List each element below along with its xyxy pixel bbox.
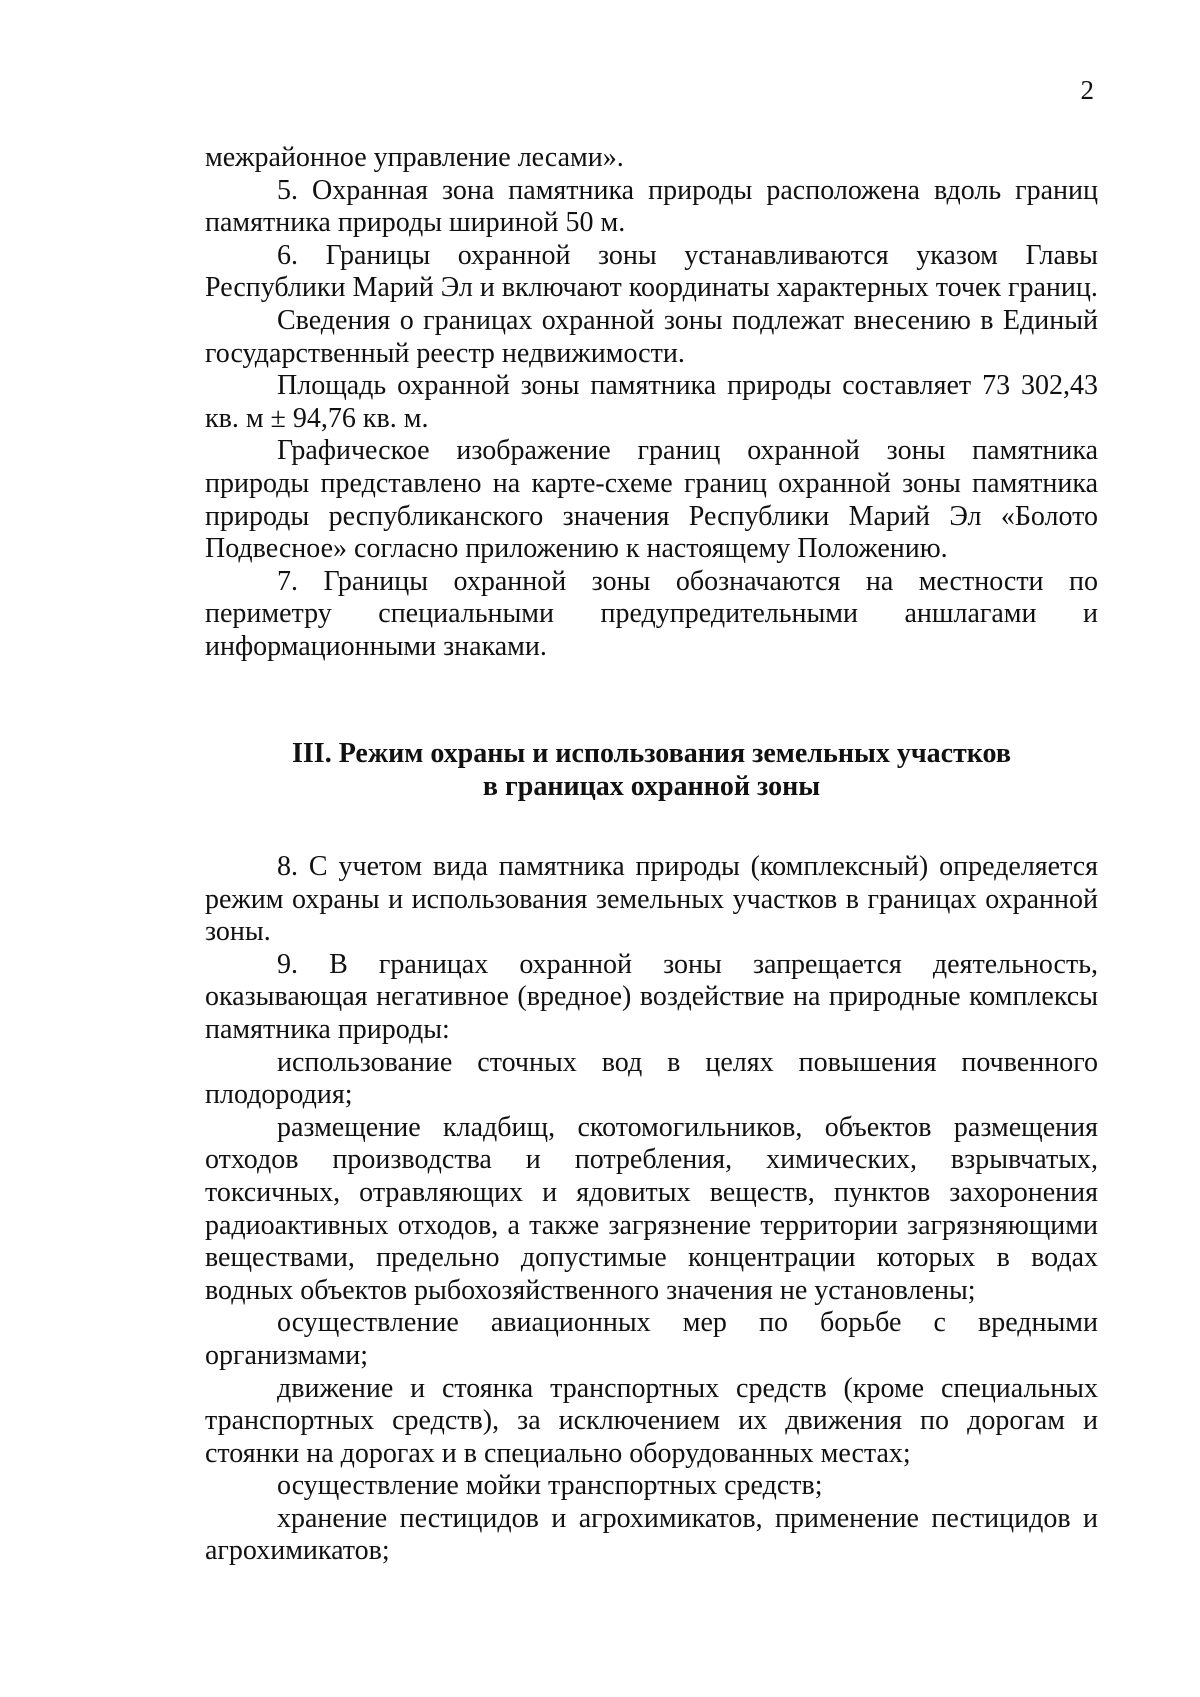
list-item-placement: размещение кладбищ, скотомогильников, объектов размещения отходов производства и потребления, химических, взрывчатых, токсичных, отравляющих и ядовитых веществ, пунктов захоронения радиоактивных отходов, а также загрязнение территории загрязняющими веществами, предельно допустимые концентрации которых в водах водных объектов рыбохозяйственного значения не установлены;: [205, 1111, 1098, 1306]
paragraph-6: 6. Границы охранной зоны устанавливаются указом Главы Республики Марий Эл и включают координаты характерных точек границ.: [205, 239, 1098, 304]
text-block-bottom: [205, 851, 1098, 1568]
paragraph-continuation: межрайонное управление лесами».: [205, 142, 624, 173]
text-block-top: [205, 142, 1098, 664]
section-heading-line-1: III. Режим охраны и использования земельных участков: [292, 738, 1011, 769]
list-item-washing: осуществление мойки транспортных средств;: [277, 1470, 823, 1502]
list-item-pesticides: хранение пестицидов и агрохимикатов, применение пестицидов и агрохимикатов;: [205, 1502, 1098, 1567]
page-number: 2: [1080, 75, 1094, 105]
paragraph-graphic: Графическое изображение границ охранной зоны памятника природы представлено на карте-схеме границ охранной зоны памятника природы республиканского значения Республики Марий Эл «Болото Подвесное» согласно приложению к настоящему Положению.: [205, 435, 1098, 565]
paragraph-5: 5. Охранная зона памятника природы расположена вдоль границ памятника природы шириной 50 м.: [205, 174, 1098, 239]
list-item-vehicles: движение и стоянка транспортных средств (кроме специальных транспортных средств), за исключением их движения по дорогам и стоянки на дорогах и в специально оборудованных местах;: [205, 1372, 1098, 1469]
paragraph-9: 9. В границах охранной зоны запрещается деятельность, оказывающая негативное (вредное) воздействие на природные комплексы памятника природы:: [205, 948, 1098, 1045]
paragraph-7: 7. Границы охранной зоны обозначаются на местности по периметру специальными предупредительными аншлагами и информационными знаками.: [205, 565, 1098, 662]
section-heading-line-2: в границах охранной зоны: [482, 771, 821, 802]
paragraph-egrn: Сведения о границах охранной зоны подлежат внесению в Единый государственный реестр недвижимости.: [205, 304, 1098, 369]
paragraph-8: 8. С учетом вида памятника природы (комплексный) определяется режим охраны и использования земельных участков в границах охранной зоны.: [205, 851, 1098, 948]
paragraph-area: Площадь охранной зоны памятника природы составляет 73 302,43 кв. м ± 94,76 кв. м.: [205, 370, 1098, 434]
section-heading: [205, 737, 1098, 803]
list-item-aviation: осуществление авиационных мер по борьбе с вредными организмами;: [205, 1307, 1098, 1371]
list-item-wastewater: использование сточных вод в целях повышения почвенного плодородия;: [205, 1046, 1098, 1111]
